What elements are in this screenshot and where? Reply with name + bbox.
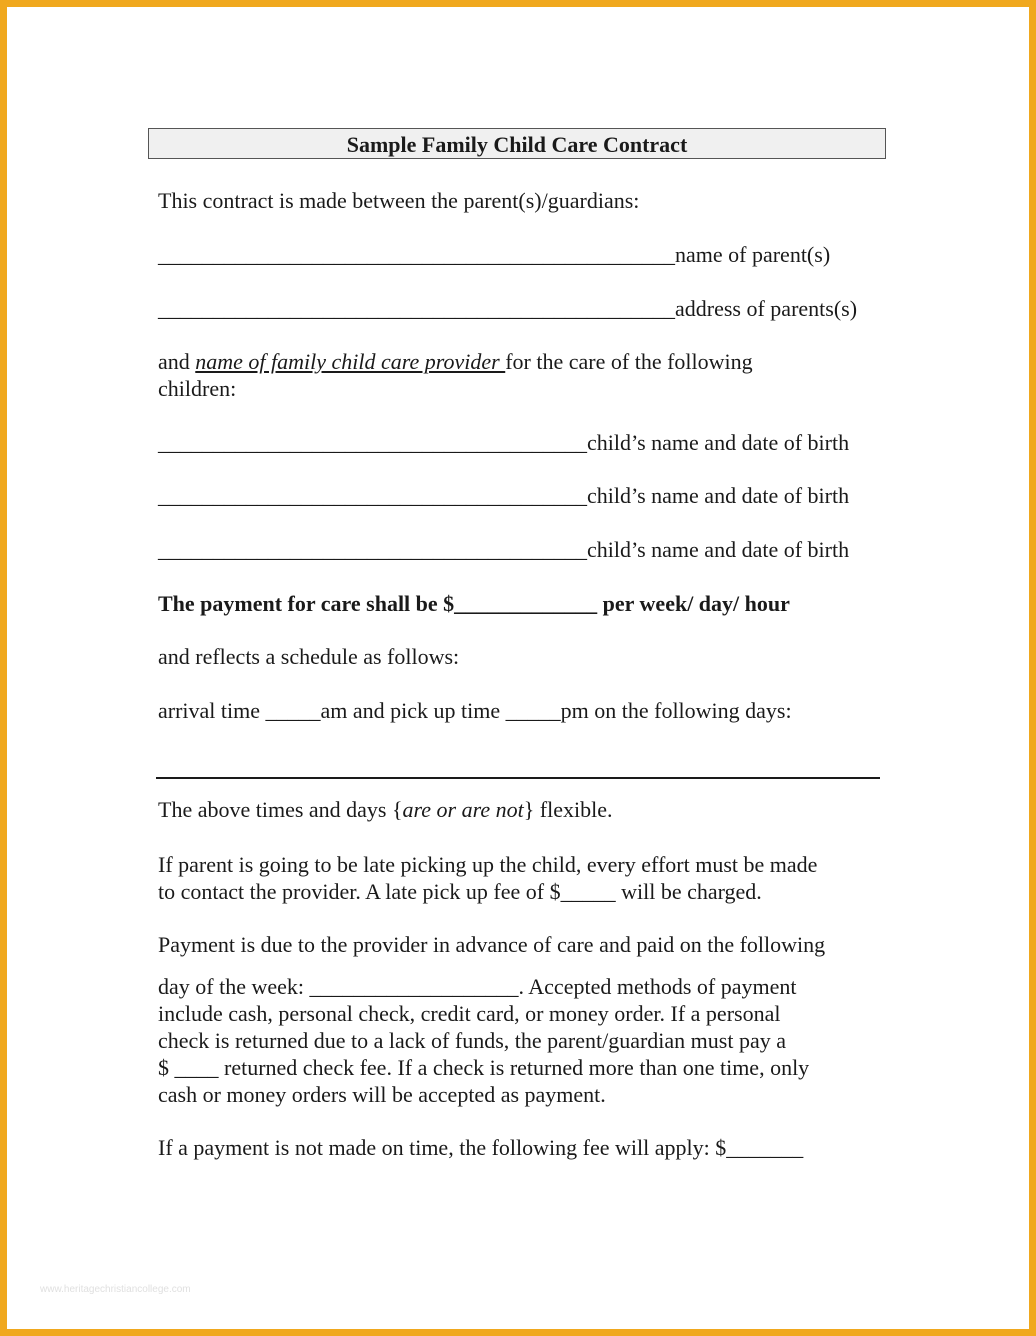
child-3-blank[interactable]: _______________________________________ <box>158 537 587 562</box>
provider-name-field[interactable]: name of family child care provider <box>195 349 506 374</box>
provider-continuation: children: <box>158 376 237 401</box>
provider-suffix: for the care of the following <box>505 349 753 374</box>
parent-address-blank[interactable]: _______________________________________________ <box>158 296 675 321</box>
child-2-label: child’s name and date of birth <box>587 483 850 508</box>
child-1-blank[interactable]: _______________________________________ <box>158 430 587 455</box>
flexible-options: are or are not <box>402 797 524 822</box>
payment-methods-line-4: $ ____ returned check fee. If a check is returned more than one time, only <box>158 1055 810 1080</box>
late-pickup-line-2: to contact the provider. A late pick up fee of $_____ will be charged. <box>158 879 762 904</box>
days-blank-rule[interactable] <box>156 777 880 779</box>
payment-methods-line-3: check is returned due to a lack of funds, the parent/guardian must pay a <box>158 1028 786 1053</box>
payment-due-line: Payment is due to the provider in advance of care and paid on the following <box>158 932 826 957</box>
child-1-label: child’s name and date of birth <box>587 430 850 455</box>
parent-address-label: address of parents(s) <box>675 296 858 321</box>
schedule-times-line: arrival time _____am and pick up time _____pm on the following days: <box>158 698 792 723</box>
schedule-intro: and reflects a schedule as follows: <box>158 644 460 669</box>
watermark-text: www.heritagechristiancollege.com <box>40 1284 191 1295</box>
child-2-blank[interactable]: _______________________________________ <box>158 483 587 508</box>
flexible-prefix: The above times and days { <box>158 797 403 822</box>
late-pickup-line-1: If parent is going to be late picking up the child, every effort must be made <box>158 852 818 877</box>
parent-address-row <box>158 295 857 322</box>
intro-text: This contract is made between the parent(s)/guardians: <box>158 188 640 213</box>
payment-methods-line-1: day of the week: ___________________. Accepted methods of payment <box>158 974 797 999</box>
parent-name-blank[interactable]: _______________________________________________ <box>158 242 675 267</box>
flexible-line <box>158 796 613 823</box>
payment-amount-line: The payment for care shall be $_____________ per week/ day/ hour <box>158 591 790 616</box>
document-title: Sample Family Child Care Contract <box>148 128 886 159</box>
provider-row <box>158 348 753 375</box>
child-row-3 <box>158 536 849 563</box>
payment-methods-line-2: include cash, personal check, credit card, or money order. If a personal <box>158 1001 781 1026</box>
child-row-2 <box>158 482 849 509</box>
child-row-1 <box>158 429 849 456</box>
late-payment-line: If a payment is not made on time, the following fee will apply: $_______ <box>158 1135 804 1160</box>
payment-methods-line-5: cash or money orders will be accepted as payment. <box>158 1082 606 1107</box>
parent-name-label: name of parent(s) <box>675 242 831 267</box>
flexible-suffix: } flexible. <box>523 797 613 822</box>
child-3-label: child’s name and date of birth <box>587 537 850 562</box>
parent-name-row <box>158 241 830 268</box>
provider-prefix: and <box>158 349 196 374</box>
